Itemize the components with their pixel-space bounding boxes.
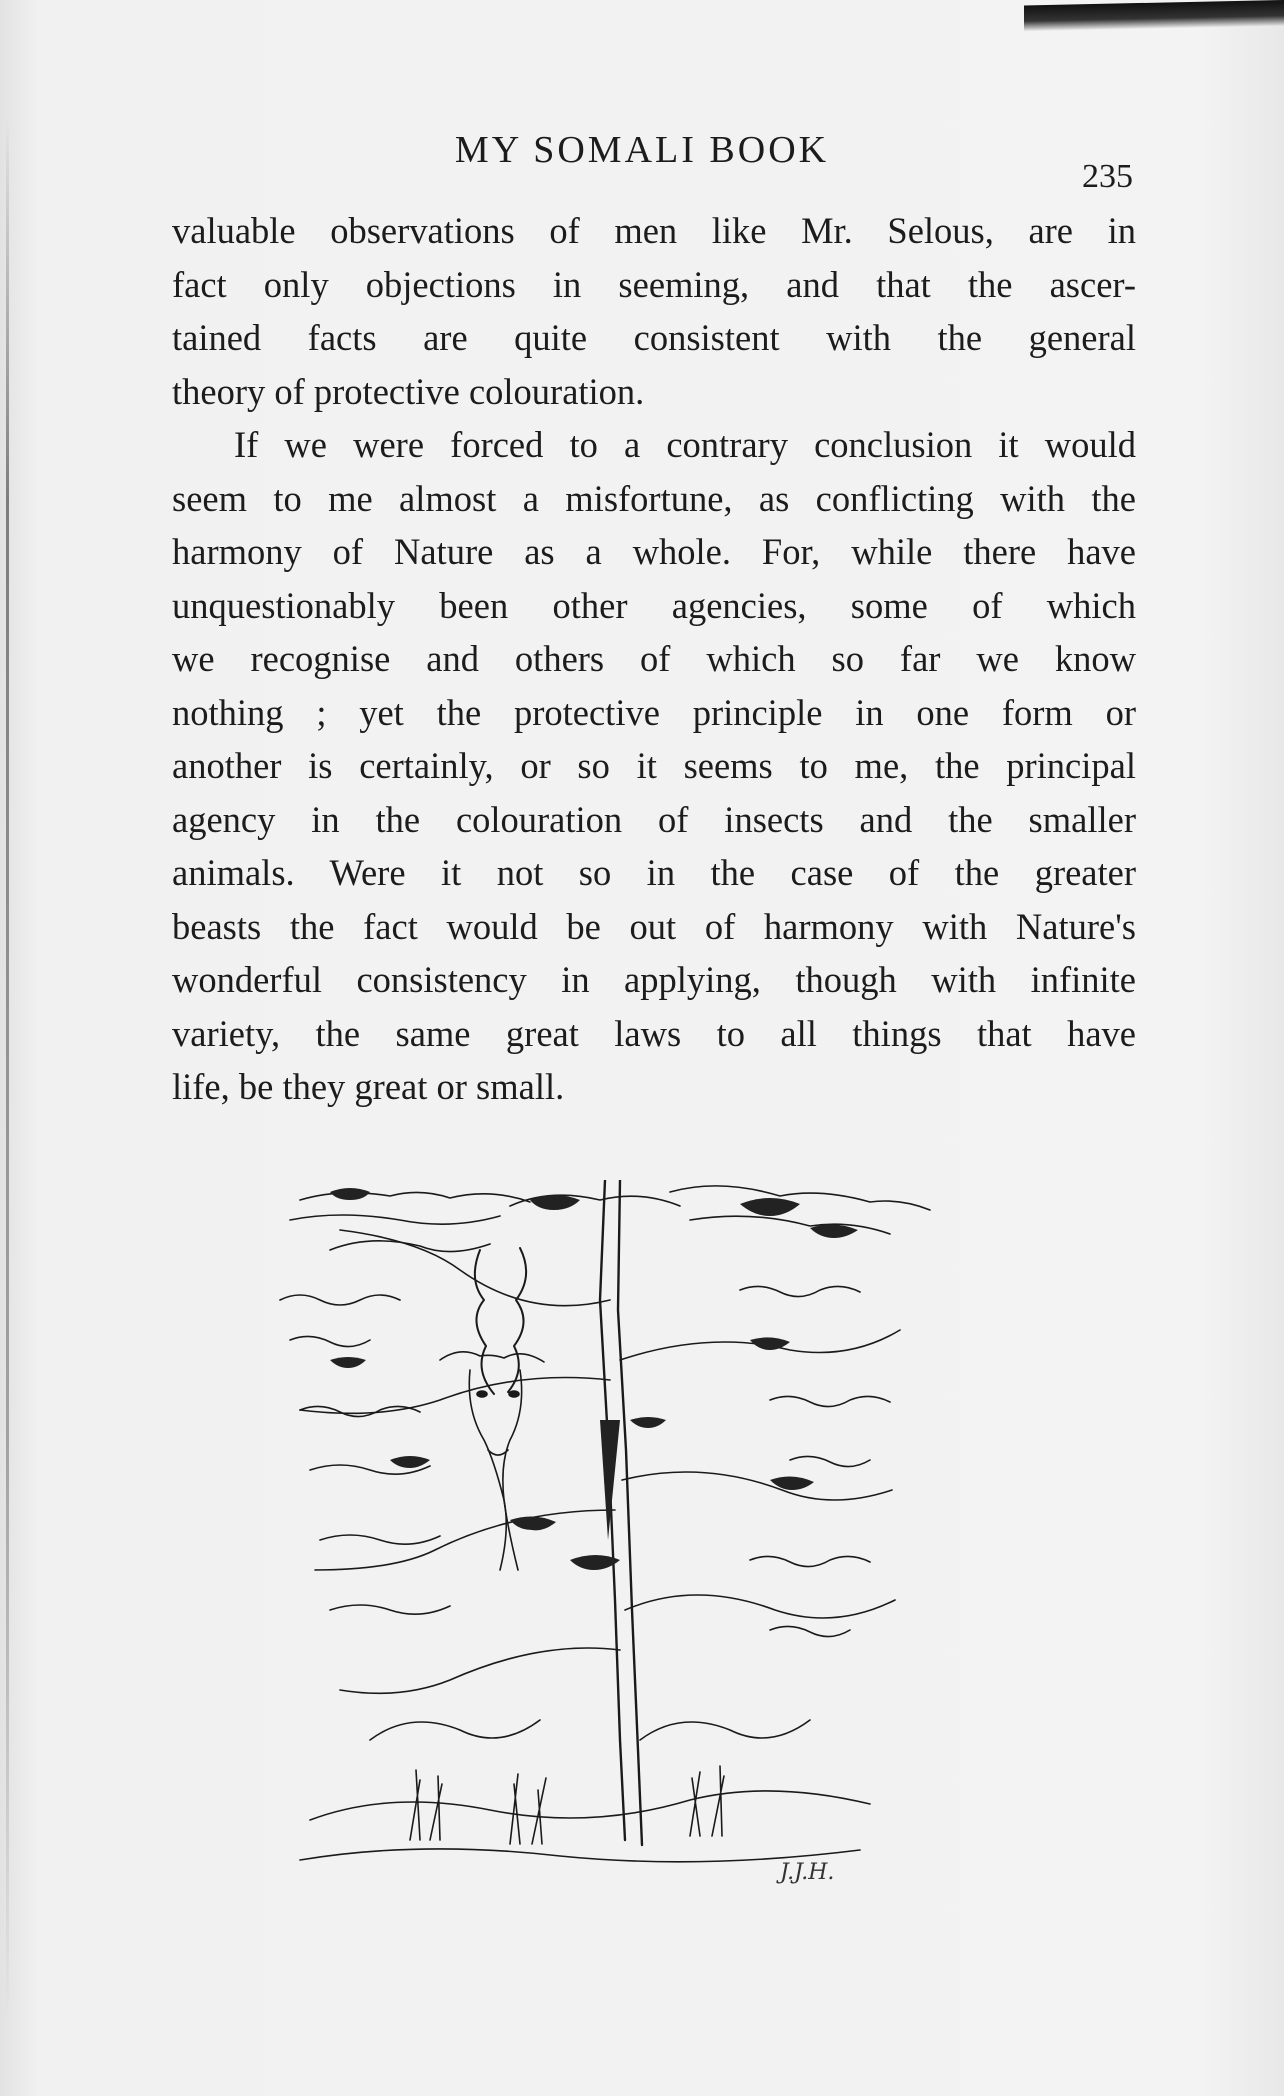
text-line: seem to me almost a misfortune, as conflicting with the (172, 477, 1136, 519)
text-line: we recognise and others of which so far we know (172, 638, 1136, 679)
kudu-in-thicket-illustration (270, 1180, 1040, 1900)
page-edge-shadow (6, 120, 9, 2020)
text-line: valuable observations of men like Mr. Selous, are in (172, 210, 1136, 251)
text-line: unquestionably been other agencies, some of which (172, 584, 1136, 626)
text-line: beasts the fact would be out of harmony with Nature's (172, 905, 1136, 947)
text-line: theory of protective colouration. (172, 370, 645, 412)
artist-signature: J.J.H. (780, 1860, 835, 1885)
running-title: MY SOMALI BOOK (454, 129, 830, 171)
text-line: If we were forced to a contrary conclusion it would (234, 424, 1136, 465)
paragraph-1 (172, 204, 1136, 418)
page-number: 235 (1082, 158, 1133, 195)
text-line: another is certainly, or so it seems to me, the principal (172, 745, 1136, 786)
text-line: agency in the colouration of insects and the smaller (172, 798, 1136, 840)
text-line: animals. Were it not so in the case of the greater (172, 852, 1136, 893)
body-text (172, 204, 1136, 1114)
text-line: harmony of Nature as a whole. For, while there have (172, 531, 1136, 572)
page-corner-shadow (1024, 0, 1284, 31)
text-line: nothing ; yet the protective principle in one form or (172, 691, 1136, 733)
text-line: wonderful consistency in applying, though with infinite (172, 959, 1136, 1000)
text-line: life, be they great or small. (172, 1066, 565, 1107)
text-line: tained facts are quite consistent with the general (172, 317, 1136, 358)
paragraph-2 (172, 418, 1136, 1114)
text-line: variety, the same great laws to all things that have (172, 1012, 1136, 1054)
text-line: fact only objections in seeming, and that the ascer- (172, 263, 1136, 305)
